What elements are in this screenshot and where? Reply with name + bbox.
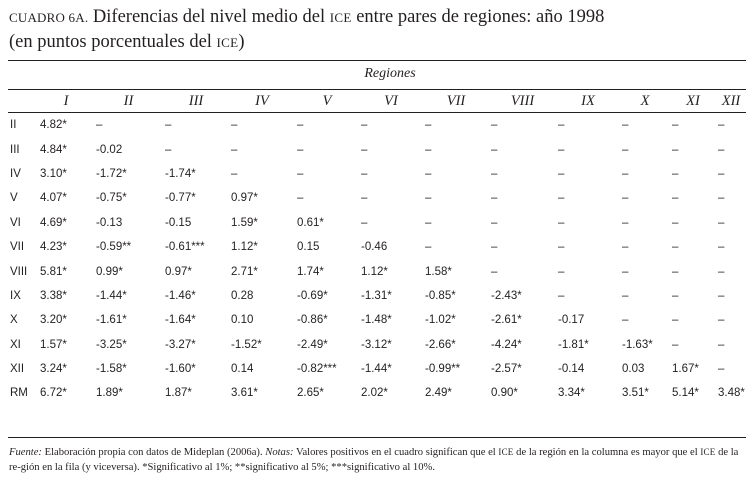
row-header-x: X <box>10 314 18 327</box>
title-ice-2: ICE <box>216 35 239 50</box>
notes-text-a: Valores positivos en el cuadro significan que el <box>295 447 496 458</box>
table-cell: 1.59* <box>231 216 258 229</box>
table-row <box>8 162 746 186</box>
table-row <box>8 357 746 381</box>
table-cell: 2.65* <box>297 387 324 400</box>
table-cell: 1.12* <box>231 241 258 254</box>
table-cell: -1.52* <box>231 338 262 351</box>
title-text-1a: Diferencias del nivel medio del <box>92 7 326 27</box>
table-cell: – <box>297 192 304 205</box>
table-cell: 0.61* <box>297 216 324 229</box>
row-header-ix: IX <box>10 289 21 302</box>
table-cell: -3.12* <box>361 338 392 351</box>
table-cell: 1.87* <box>165 387 192 400</box>
table-cell: -1.72* <box>96 167 127 180</box>
table-cell: – <box>718 241 725 254</box>
table-cell: – <box>425 143 432 156</box>
table-cell: – <box>672 241 679 254</box>
row-header-viii: VIII <box>10 265 28 278</box>
table-cell: 3.24* <box>40 363 67 376</box>
title-text-2a: (en puntos porcentuales del <box>9 32 212 52</box>
table-cell: – <box>622 265 629 278</box>
row-header-v: V <box>10 192 18 205</box>
group-header-regiones: Regiones <box>364 66 416 81</box>
table-cell: 4.23* <box>40 241 67 254</box>
column-header-row <box>8 89 746 113</box>
footnote <box>9 445 747 475</box>
table-cell: -0.14 <box>558 363 585 376</box>
table-cell: 1.58* <box>425 265 452 278</box>
table-cell: – <box>622 314 629 327</box>
table-cell: 0.97* <box>165 265 192 278</box>
table-cell: – <box>622 216 629 229</box>
column-header-iii: III <box>188 92 204 109</box>
table-cell: 1.74* <box>297 265 324 278</box>
table-cell: – <box>672 119 679 132</box>
row-header-rm: RM <box>10 387 28 400</box>
table-cell: – <box>672 289 679 302</box>
column-header-vii: VII <box>446 92 466 109</box>
table-title <box>9 5 749 55</box>
table-cell: – <box>425 167 432 180</box>
table-cell: – <box>491 167 498 180</box>
table-cell: 1.12* <box>361 265 388 278</box>
table-cell: – <box>165 143 172 156</box>
row-header-xi: XI <box>10 338 21 351</box>
table-cell: -0.17 <box>558 314 585 327</box>
table-cell: 0.90* <box>491 387 518 400</box>
table-cell: -2.57* <box>491 363 522 376</box>
table-cell: – <box>718 363 725 376</box>
table-cell: 0.99* <box>96 265 123 278</box>
table-cell: -0.86* <box>297 314 328 327</box>
top-rule <box>8 60 746 61</box>
table-cell: -4.24* <box>491 338 522 351</box>
table-cell: – <box>558 167 565 180</box>
table-cell: -1.81* <box>558 338 589 351</box>
table-cell: 4.69* <box>40 216 67 229</box>
table-cell: – <box>718 338 725 351</box>
source-label: Fuente: <box>9 447 42 458</box>
table-cell: – <box>425 192 432 205</box>
table-cell: – <box>297 143 304 156</box>
table-cell: -1.64* <box>165 314 196 327</box>
table-cell: -0.82*** <box>297 363 337 376</box>
table-cell: -0.77* <box>165 192 196 205</box>
table-cell: -1.74* <box>165 167 196 180</box>
table-row <box>8 284 746 308</box>
table-cell: -2.43* <box>491 289 522 302</box>
table-cell: – <box>558 143 565 156</box>
table-cell: -0.02 <box>96 143 123 156</box>
row-header-ii: II <box>10 119 17 132</box>
column-header-iv: IV <box>255 92 269 109</box>
table-cell: 0.10 <box>231 314 254 327</box>
table-row <box>8 259 746 283</box>
table-cell: – <box>558 192 565 205</box>
title-text-2b: ) <box>238 32 245 52</box>
table-cell: – <box>361 143 368 156</box>
column-header-xi: XI <box>686 92 700 109</box>
table-cell: – <box>672 192 679 205</box>
table-cell: 3.61* <box>231 387 258 400</box>
table-cell: – <box>491 216 498 229</box>
table-cell: 0.15 <box>297 241 320 254</box>
table-cell: – <box>361 119 368 132</box>
table-cell: 3.48* <box>718 387 745 400</box>
table-cell: – <box>622 192 629 205</box>
title-text-1b: entre pares de regiones: año 1998 <box>356 7 605 27</box>
table-cell: – <box>672 167 679 180</box>
table-cell: – <box>672 314 679 327</box>
table-cell: – <box>622 119 629 132</box>
row-header-xii: XII <box>10 363 25 376</box>
notes-ice-1: ICE <box>498 447 514 457</box>
table-cell: -3.27* <box>165 338 196 351</box>
table-cell: 3.34* <box>558 387 585 400</box>
table-cell: 6.72* <box>40 387 67 400</box>
table-cell: -3.25* <box>96 338 127 351</box>
table-cell: – <box>672 338 679 351</box>
table-cell: 0.14 <box>231 363 254 376</box>
table-cell: 1.67* <box>672 363 699 376</box>
table-cell: – <box>672 265 679 278</box>
table-cell: – <box>622 143 629 156</box>
table-cell: -1.48* <box>361 314 392 327</box>
table-cell: – <box>718 265 725 278</box>
table-row <box>8 186 746 210</box>
table-cell: – <box>425 119 432 132</box>
table-cell: – <box>361 167 368 180</box>
notes-text-c: de la re-gión en la fila (y viceversa). *Significativo al 1%; **significativo al 5%; ***significativo al 10%. <box>9 447 739 473</box>
notes-text-b: de la región en la columna es mayor que el <box>516 447 698 458</box>
table-cell: -0.61*** <box>165 241 205 254</box>
table-cell: – <box>718 167 725 180</box>
table-cell: 3.51* <box>622 387 649 400</box>
table-cell: – <box>558 265 565 278</box>
table-cell: -0.75* <box>96 192 127 205</box>
table-cell: -0.13 <box>96 216 123 229</box>
table-row <box>8 235 746 259</box>
table-cell: – <box>491 143 498 156</box>
table-cell: -1.44* <box>96 289 127 302</box>
title-ice-1: ICE <box>329 10 352 25</box>
notes-ice-2: ICE <box>700 447 716 457</box>
table-cell: – <box>558 289 565 302</box>
table-cell: -0.59** <box>96 241 132 254</box>
table-cell: 4.84* <box>40 143 67 156</box>
table-cell: – <box>718 314 725 327</box>
table-cell: – <box>622 241 629 254</box>
corner-cell <box>8 89 38 113</box>
table-row <box>8 381 746 405</box>
table-cell: -0.69* <box>297 289 328 302</box>
source-text: Elaboración propia con datos de Mideplan (2006a). <box>44 447 263 458</box>
table-cell: -1.46* <box>165 289 196 302</box>
table-cell: -1.61* <box>96 314 127 327</box>
column-header-xii: XII <box>721 92 741 109</box>
table-cell: – <box>718 143 725 156</box>
table-cell: 1.57* <box>40 338 67 351</box>
table-cell: -1.44* <box>361 363 392 376</box>
table-cell: 3.10* <box>40 167 67 180</box>
row-header-iii: III <box>10 143 20 156</box>
table-cell: 4.82* <box>40 119 67 132</box>
table-cell: 2.71* <box>231 265 258 278</box>
table-cell: – <box>672 143 679 156</box>
table-row <box>8 137 746 161</box>
table-cell: – <box>491 265 498 278</box>
table-cell: -1.02* <box>425 314 456 327</box>
table-row <box>8 308 746 332</box>
table-cell: – <box>231 167 238 180</box>
table-cell: – <box>231 143 238 156</box>
table-cell: 0.03 <box>622 363 645 376</box>
table-row <box>8 333 746 357</box>
table-cell: 4.07* <box>40 192 67 205</box>
table-cell: – <box>425 241 432 254</box>
table-cell: – <box>491 119 498 132</box>
table-cell: – <box>718 289 725 302</box>
table-cell: – <box>165 119 172 132</box>
table-cell: 2.02* <box>361 387 388 400</box>
table-cell: 5.81* <box>40 265 67 278</box>
table-cell: 3.38* <box>40 289 67 302</box>
table-cell: -1.31* <box>361 289 392 302</box>
table-cell: 1.89* <box>96 387 123 400</box>
table-cell: – <box>718 119 725 132</box>
table-cell: -1.63* <box>622 338 653 351</box>
table-cell: – <box>231 119 238 132</box>
table-cell: – <box>718 216 725 229</box>
notes-label: Notas: <box>265 447 294 458</box>
column-header-ix: IX <box>581 92 595 109</box>
table-row <box>8 211 746 235</box>
row-header-iv: IV <box>10 167 21 180</box>
table-number: CUADRO 6A. <box>9 10 89 25</box>
row-header-vi: VI <box>10 216 21 229</box>
column-header-v: V <box>322 92 332 109</box>
table-row <box>8 113 746 137</box>
table-cell: -2.66* <box>425 338 456 351</box>
table-cell: 5.14* <box>672 387 699 400</box>
table-cell: -0.99** <box>425 363 461 376</box>
table-cell: – <box>558 119 565 132</box>
table-cell: – <box>425 216 432 229</box>
row-header-vii: VII <box>10 241 25 254</box>
column-header-ii: II <box>123 92 134 109</box>
table-cell: -2.49* <box>297 338 328 351</box>
column-header-vi: VI <box>384 92 398 109</box>
table-cell: – <box>297 119 304 132</box>
table-cell: -1.58* <box>96 363 127 376</box>
bottom-rule <box>8 437 746 438</box>
table-cell: – <box>672 216 679 229</box>
table-cell: 0.28 <box>231 289 254 302</box>
table-cell: -0.85* <box>425 289 456 302</box>
table-cell: – <box>558 216 565 229</box>
column-header-i: I <box>63 92 69 109</box>
column-header-x: X <box>640 92 650 109</box>
table-cell: -1.60* <box>165 363 196 376</box>
column-header-viii: VIII <box>510 92 535 109</box>
table-cell: 3.20* <box>40 314 67 327</box>
table-cell: – <box>361 216 368 229</box>
table-cell: 0.97* <box>231 192 258 205</box>
differences-table <box>8 89 746 406</box>
table-cell: – <box>491 241 498 254</box>
table-cell: -2.61* <box>491 314 522 327</box>
table-cell: -0.15 <box>165 216 192 229</box>
table-cell: – <box>361 192 368 205</box>
table-cell: – <box>622 289 629 302</box>
table-cell: -0.46 <box>361 241 388 254</box>
table-cell: – <box>297 167 304 180</box>
table-cell: – <box>96 119 103 132</box>
table-cell: – <box>622 167 629 180</box>
table-cell: – <box>718 192 725 205</box>
table-cell: 2.49* <box>425 387 452 400</box>
table-cell: – <box>558 241 565 254</box>
table-cell: – <box>491 192 498 205</box>
